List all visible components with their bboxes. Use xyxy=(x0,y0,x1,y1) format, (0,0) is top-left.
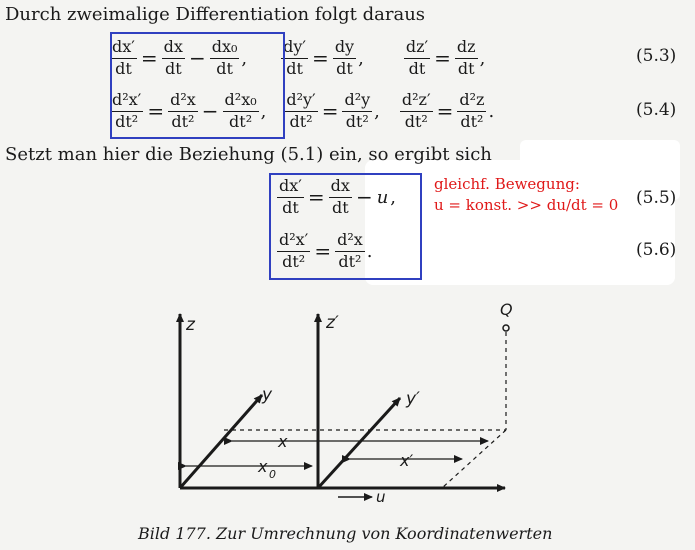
equation-5-4: $\frac{\text{d²x′}}{\text{dt²}}$ = $\frac{\text{d²x}}{\text{dt²}}$ − $\frac{\text{d²x₀}}{\text{dt²}}$ , $\frac{\text{d²y′}}{\text{dt²}}$ = $\frac{\text{d²y}}{\text{dt²}}$ , $\frac{\text{d²z′}}{\text{dt²}}$ = $\frac{\text{d²z}}{\text{dt²}}$ . xyxy=(112,89,495,131)
fraction: $\frac{dz}{dt}$ xyxy=(456,36,476,78)
intro-line: Durch zweimalige Differentiation folgt daraus xyxy=(5,4,426,25)
equation-number: (5.4) xyxy=(636,100,677,120)
equation-number: (5.5) xyxy=(636,188,677,208)
x-label: x xyxy=(278,432,288,451)
figure-caption: Bild 177. Zur Umrechnung von Koordinatenwerten xyxy=(138,524,553,543)
coordinate-diagram xyxy=(150,290,530,510)
highlight-box xyxy=(110,32,285,139)
setzt-line: Setzt man hier die Beziehung (5.1) ein, so ergibt sich xyxy=(5,144,492,165)
fraction: $\frac{dx'}{dt}$ xyxy=(112,36,135,78)
fraction: $\frac{\text{d²x′}}{\text{dt²}}$ xyxy=(112,89,142,131)
fraction: $\frac{dx}{dt}$ xyxy=(163,36,183,78)
y-label: y xyxy=(262,385,273,405)
fraction: $\frac{\text{dx₀}}{dt}$ xyxy=(211,36,238,78)
fraction: $\frac{\text{d²y}}{\text{dt²}}$ xyxy=(344,89,371,131)
fraction: $\frac{dy'}{dt}$ xyxy=(283,36,307,78)
x0-label: x xyxy=(258,457,268,476)
annotation-text xyxy=(434,174,618,216)
annotation-line: u = konst. >> du/dt = 0 xyxy=(434,196,619,214)
q-label: Q xyxy=(500,300,513,319)
z-prime-label: z′ xyxy=(326,313,339,333)
equation-5-5: $\frac{dx'}{dt}$ = $\frac{dx}{dt}$ − u , xyxy=(279,175,397,217)
equation-number: (5.6) xyxy=(636,240,677,260)
fraction: $\frac{\text{d²y′}}{\text{dt²}}$ xyxy=(286,89,316,131)
x-prime-label: x′ xyxy=(400,451,414,470)
y-prime-axis xyxy=(318,398,400,488)
fraction: $\frac{dx}{dt}$ xyxy=(330,175,350,217)
annotation-line: gleichf. Bewegung: xyxy=(434,175,580,193)
highlight-box xyxy=(269,173,422,280)
fraction: $\frac{\text{d²z′}}{\text{dt²}}$ xyxy=(401,89,431,131)
fraction: $\frac{\text{d²x₀}}{\text{dt²}}$ xyxy=(224,89,257,131)
fraction: $\frac{\text{d²x′}}{\text{dt²}}$ xyxy=(279,229,309,271)
equation-5-6: $\frac{\text{d²x′}}{\text{dt²}}$ = $\frac{\text{d²x}}{\text{dt²}}$ . xyxy=(279,229,373,271)
point-q xyxy=(503,325,509,331)
equation-number: (5.3) xyxy=(636,46,677,66)
z-label: z xyxy=(186,315,195,335)
velocity-u: u xyxy=(376,186,389,208)
fraction: $\frac{dz'}{dt}$ xyxy=(405,36,429,78)
x0-subscript: 0 xyxy=(269,468,276,481)
fraction: $\frac{dy}{dt}$ xyxy=(334,36,355,78)
fraction: $\frac{\text{d²z}}{\text{dt²}}$ xyxy=(459,89,485,131)
fraction: $\frac{dx'}{dt}$ xyxy=(279,175,302,217)
u-label: u xyxy=(376,488,386,506)
equation-5-3: $\frac{dx'}{dt}$ = $\frac{dx}{dt}$ − $\frac{\text{dx₀}}{dt}$ , $\frac{dy'}{dt}$ = $\frac{dy}{dt}$ , $\frac{dz'}{dt}$ = $\frac{dz}{dt}$ , xyxy=(112,36,486,78)
y-prime-label: y′ xyxy=(406,389,420,409)
fraction: $\frac{\text{d²x}}{\text{dt²}}$ xyxy=(170,89,196,131)
fraction: $\frac{\text{d²x}}{\text{dt²}}$ xyxy=(337,229,363,271)
